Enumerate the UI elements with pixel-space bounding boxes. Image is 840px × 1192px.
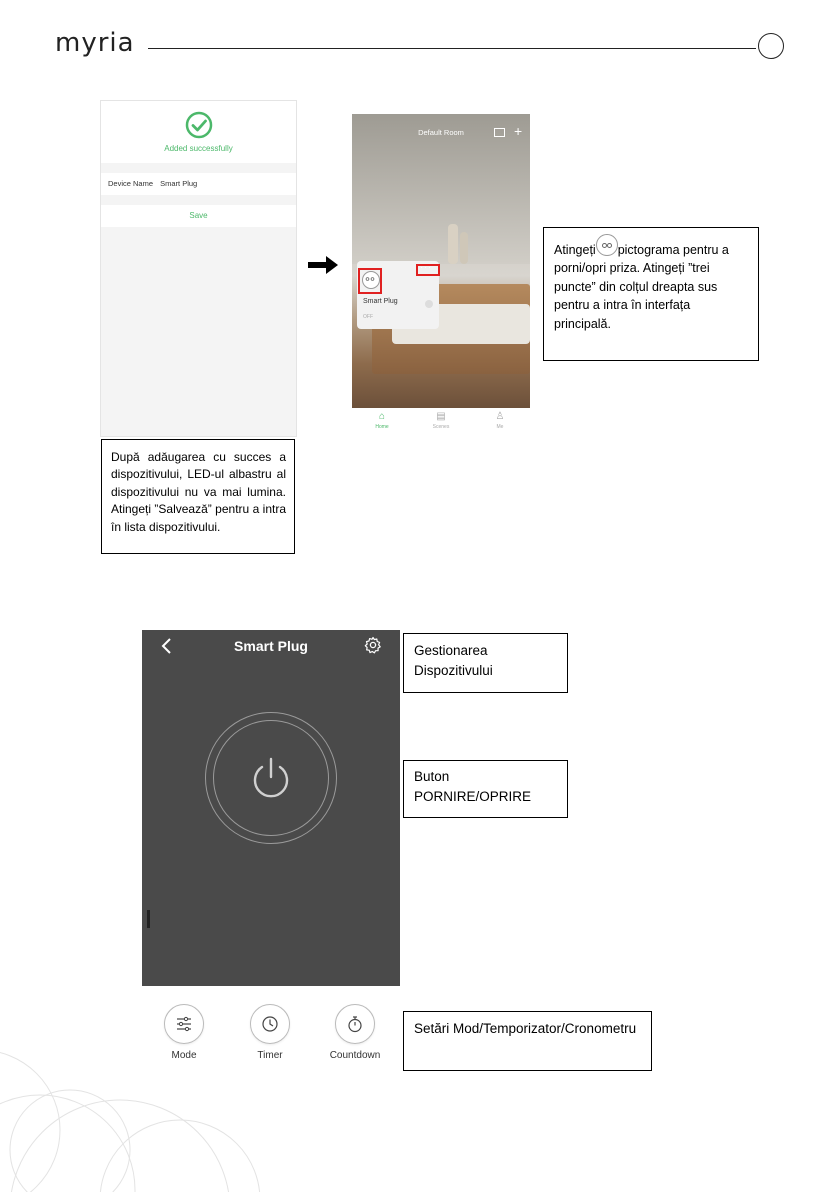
power-icon[interactable] — [248, 755, 294, 801]
device-name-value[interactable]: Smart Plug — [160, 179, 198, 188]
tab-home[interactable] — [352, 408, 412, 430]
room-title: Default Room — [418, 128, 464, 137]
countdown-button[interactable] — [315, 1004, 395, 1061]
home-icon: ⌂ — [378, 411, 386, 422]
more-dots-icon[interactable]: ··· — [420, 262, 432, 272]
vase-decoration — [448, 224, 458, 264]
highlight-dots-box — [416, 264, 440, 276]
save-button[interactable]: Save — [101, 205, 296, 227]
gear-icon[interactable] — [364, 636, 382, 659]
device-name-row[interactable] — [101, 173, 296, 195]
edge-mark — [147, 910, 150, 928]
socket-icon — [596, 234, 618, 256]
header-divider — [148, 48, 756, 49]
success-message: Added successfully — [164, 144, 233, 153]
callout-settings: Setări Mod/Temporizator/Cronometru — [403, 1011, 652, 1071]
vase-decoration — [460, 232, 468, 264]
sliders-icon — [164, 1004, 204, 1044]
tab-scenes-label: Scenes — [432, 424, 450, 430]
device-name-label: Device Name — [108, 179, 154, 188]
bottom-tab-bar — [352, 408, 530, 436]
highlight-socket-box — [358, 268, 382, 294]
list-icon[interactable] — [494, 128, 505, 137]
success-check-icon — [185, 111, 213, 139]
device-title: Smart Plug — [234, 638, 308, 654]
mode-label: Mode — [171, 1050, 197, 1061]
callout-tap-post: pictograma pentru a porni/opri priza. Atingeți ”trei puncte” din colțul dreapta sus pentru a intra în interfața principală. — [554, 243, 729, 331]
room-screen — [352, 114, 530, 436]
added-successfully-screen — [100, 100, 297, 437]
tab-me-label: Me — [496, 424, 504, 430]
brand-logo: myria — [55, 28, 135, 58]
stopwatch-icon — [335, 1004, 375, 1044]
device-card-status-dot — [425, 300, 433, 308]
add-icon[interactable]: + — [514, 123, 523, 139]
right-arrow-icon — [308, 256, 338, 274]
tab-scenes[interactable] — [411, 408, 471, 430]
tab-home-label: Home — [375, 424, 389, 430]
decorative-circles — [0, 1040, 280, 1192]
callout-tap-socket — [543, 227, 759, 361]
countdown-label: Countdown — [329, 1050, 381, 1061]
page-number-circle — [758, 33, 784, 59]
timer-label: Timer — [257, 1050, 283, 1061]
clock-icon — [250, 1004, 290, 1044]
callout-device-management: Gestionarea Dispozitivului — [403, 633, 568, 693]
user-icon: ♙ — [495, 411, 505, 422]
tab-me[interactable] — [470, 408, 530, 430]
device-card-name: Smart Plug — [363, 298, 398, 305]
scenes-icon: ▤ — [436, 411, 446, 422]
callout-tap-pre: Atingeți — [554, 243, 596, 257]
callout-on-off-button: Buton PORNIRE/OPRIRE — [403, 760, 568, 818]
smart-plug-control-screen — [142, 630, 400, 986]
device-card-state: OFF — [363, 314, 373, 320]
callout-after-add: După adăugarea cu succes a dispozitivului, LED-ul albastru al dispozitivului nu va mai lumina. Atingeți ”Salvează” pentru a intra în lista dispozitivului. — [101, 439, 295, 554]
